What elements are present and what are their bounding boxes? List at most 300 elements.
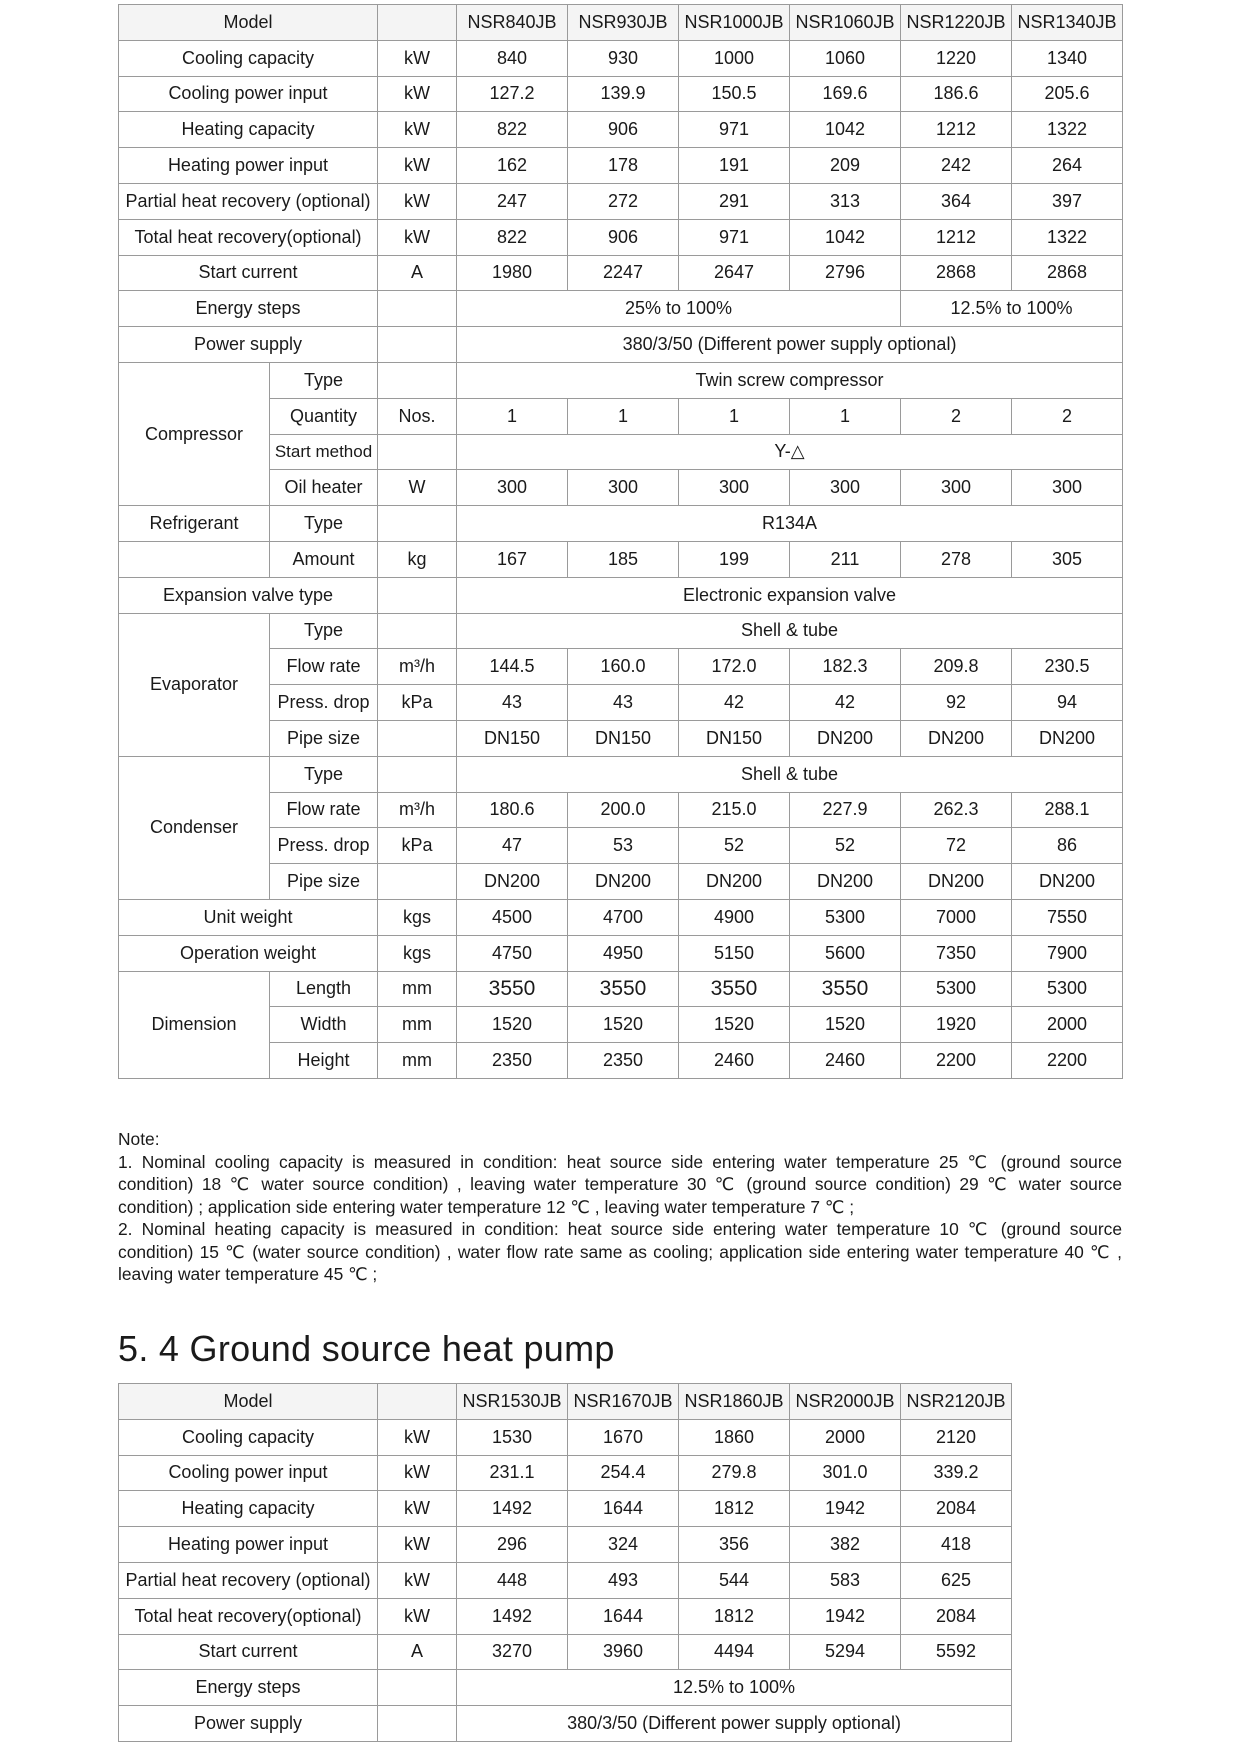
value-cell: 2460 [790, 1043, 901, 1079]
unit-cell [378, 864, 457, 900]
model-header: NSR2000JB [790, 1384, 901, 1420]
unit-cell: kW [378, 112, 457, 148]
value-cell: 12.5% to 100% [901, 291, 1123, 327]
table-row [119, 720, 1123, 756]
value-cell: 2647 [679, 255, 790, 291]
value-cell: 583 [790, 1562, 901, 1598]
table-row [119, 935, 1123, 971]
unit-cell: mm [378, 971, 457, 1007]
note-item: 1. Nominal cooling capacity is measured in condition: heat source side entering water temperature 25 ℃ (ground source condition) 18 ℃ water source condition) , leaving water temperature 30 ℃ (ground source condition) 29 ℃ water source condition) ; application side entering water temperature 12 ℃ , leaving water temperature 7 ℃ ; [118, 1151, 1122, 1217]
value-cell: 1340 [1012, 40, 1123, 76]
unit-cell: A [378, 255, 457, 291]
model-header: NSR1340JB [1012, 5, 1123, 41]
model-header: NSR2120JB [901, 1384, 1012, 1420]
value-cell: DN200 [1012, 864, 1123, 900]
group-label: Condenser [119, 756, 270, 899]
value-cell: 1492 [457, 1491, 568, 1527]
row-label: Model [119, 5, 378, 41]
value-cell: DN200 [457, 864, 568, 900]
sub-label: Press. drop [270, 828, 378, 864]
model-header: NSR930JB [568, 5, 679, 41]
value-cell: 209.8 [901, 649, 1012, 685]
value-cell: 2247 [568, 255, 679, 291]
value-cell: 291 [679, 183, 790, 219]
table-row [119, 148, 1123, 184]
value-cell: 300 [1012, 470, 1123, 506]
value-cell: 1492 [457, 1598, 568, 1634]
value-cell: 300 [568, 470, 679, 506]
value-cell: 254.4 [568, 1455, 679, 1491]
value-cell: 1042 [790, 112, 901, 148]
sub-label: Length [270, 971, 378, 1007]
value-cell: 205.6 [1012, 76, 1123, 112]
value-cell: Shell & tube [457, 756, 1123, 792]
row-label: Heating capacity [119, 112, 378, 148]
value-cell: 971 [679, 219, 790, 255]
sub-label: Pipe size [270, 864, 378, 900]
value-cell: 2200 [1012, 1043, 1123, 1079]
value-cell: 2084 [901, 1491, 1012, 1527]
unit-cell [378, 327, 457, 363]
table-row [119, 362, 1123, 398]
table-row [119, 1043, 1123, 1079]
row-label: Start current [119, 1634, 378, 1670]
value-cell: 160.0 [568, 649, 679, 685]
value-cell: 167 [457, 541, 568, 577]
unit-cell: kg [378, 541, 457, 577]
value-cell: 1322 [1012, 112, 1123, 148]
value-cell: 2084 [901, 1598, 1012, 1634]
value-cell: 380/3/50 (Different power supply optional) [457, 1706, 1012, 1742]
sub-label: Type [270, 506, 378, 542]
unit-cell [378, 577, 457, 613]
value-cell: 1 [790, 398, 901, 434]
table-row [119, 76, 1123, 112]
value-cell: DN200 [568, 864, 679, 900]
unit-cell: kW [378, 1527, 457, 1563]
value-cell: 72 [901, 828, 1012, 864]
value-cell: 1812 [679, 1491, 790, 1527]
value-cell: 4494 [679, 1634, 790, 1670]
unit-cell [378, 1670, 457, 1706]
unit-cell: kW [378, 183, 457, 219]
unit-cell: kW [378, 76, 457, 112]
table-row [119, 1455, 1012, 1491]
value-cell: 262.3 [901, 792, 1012, 828]
value-cell: 2000 [790, 1419, 901, 1455]
row-label: Model [119, 1384, 378, 1420]
value-cell: 2120 [901, 1419, 1012, 1455]
value-cell: Shell & tube [457, 613, 1123, 649]
value-cell: 822 [457, 112, 568, 148]
unit-cell: kW [378, 219, 457, 255]
row-label: Heating power input [119, 148, 378, 184]
unit-cell: mm [378, 1007, 457, 1043]
note-heading: Note: [118, 1129, 160, 1149]
note [118, 1128, 1122, 1286]
sub-label: Oil heater [270, 470, 378, 506]
value-cell: 185 [568, 541, 679, 577]
value-cell: DN150 [679, 720, 790, 756]
value-cell: 822 [457, 219, 568, 255]
row-label: Partial heat recovery (optional) [119, 183, 378, 219]
value-cell: 279.8 [679, 1455, 790, 1491]
value-cell: 86 [1012, 828, 1123, 864]
value-cell: 3550 [568, 971, 679, 1007]
value-cell: 1520 [790, 1007, 901, 1043]
value-cell: 1060 [790, 40, 901, 76]
value-cell: 5600 [790, 935, 901, 971]
value-cell: 300 [790, 470, 901, 506]
table-row [119, 1527, 1012, 1563]
value-cell: 43 [457, 685, 568, 721]
unit-cell: Nos. [378, 398, 457, 434]
unit-cell [378, 720, 457, 756]
value-cell: 53 [568, 828, 679, 864]
model-header: NSR1060JB [790, 5, 901, 41]
value-cell: 288.1 [1012, 792, 1123, 828]
value-cell: 7000 [901, 899, 1012, 935]
header-row [119, 5, 1123, 41]
value-cell: 162 [457, 148, 568, 184]
value-cell: 272 [568, 183, 679, 219]
value-cell: 215.0 [679, 792, 790, 828]
model-header: NSR1530JB [457, 1384, 568, 1420]
value-cell: 178 [568, 148, 679, 184]
group-label [119, 541, 270, 577]
value-cell: 1860 [679, 1419, 790, 1455]
table-row [119, 398, 1123, 434]
value-cell: 1644 [568, 1491, 679, 1527]
unit-cell: m³/h [378, 792, 457, 828]
spec-table-2 [118, 1383, 1012, 1742]
unit-cell: A [378, 1634, 457, 1670]
value-cell: 625 [901, 1562, 1012, 1598]
value-cell: 301.0 [790, 1455, 901, 1491]
value-cell: 7350 [901, 935, 1012, 971]
unit-cell: m³/h [378, 649, 457, 685]
unit-cell: kW [378, 1419, 457, 1455]
sub-label: Height [270, 1043, 378, 1079]
unit-cell [378, 291, 457, 327]
value-cell: 1920 [901, 1007, 1012, 1043]
value-cell: 2 [1012, 398, 1123, 434]
value-cell: 227.9 [790, 792, 901, 828]
value-cell: 182.3 [790, 649, 901, 685]
value-cell: 5592 [901, 1634, 1012, 1670]
value-cell: Y-△ [457, 434, 1123, 470]
value-cell: 186.6 [901, 76, 1012, 112]
group-label: Compressor [119, 362, 270, 505]
value-cell: 382 [790, 1527, 901, 1563]
value-cell: 139.9 [568, 76, 679, 112]
value-cell: 52 [679, 828, 790, 864]
table-row [119, 613, 1123, 649]
value-cell: 397 [1012, 183, 1123, 219]
value-cell: 1520 [679, 1007, 790, 1043]
value-cell: 144.5 [457, 649, 568, 685]
value-cell: 47 [457, 828, 568, 864]
section-title: 5. 4 Ground source heat pump [118, 1328, 615, 1369]
value-cell: 5300 [901, 971, 1012, 1007]
value-cell: 42 [679, 685, 790, 721]
sub-label: Press. drop [270, 685, 378, 721]
value-cell: 971 [679, 112, 790, 148]
sub-label: Type [270, 613, 378, 649]
value-cell: DN150 [568, 720, 679, 756]
table-row [119, 577, 1123, 613]
value-cell: 300 [457, 470, 568, 506]
table-row [119, 1419, 1012, 1455]
value-cell: 3960 [568, 1634, 679, 1670]
row-label: Cooling capacity [119, 40, 378, 76]
value-cell: 4900 [679, 899, 790, 935]
model-header: NSR840JB [457, 5, 568, 41]
table-row [119, 1706, 1012, 1742]
value-cell: 247 [457, 183, 568, 219]
value-cell: 2350 [568, 1043, 679, 1079]
table-row [119, 828, 1123, 864]
value-cell: 150.5 [679, 76, 790, 112]
value-cell: 180.6 [457, 792, 568, 828]
header-row [119, 1384, 1012, 1420]
value-cell: 264 [1012, 148, 1123, 184]
value-cell: 4950 [568, 935, 679, 971]
value-cell: 7900 [1012, 935, 1123, 971]
value-cell: 1670 [568, 1419, 679, 1455]
value-cell: 92 [901, 685, 1012, 721]
value-cell: DN200 [790, 720, 901, 756]
value-cell: 4700 [568, 899, 679, 935]
value-cell: 1520 [457, 1007, 568, 1043]
note-item: 2. Nominal heating capacity is measured in condition: heat source side entering water temperature 10 ℃ (ground source condition) 15 ℃ (water source condition) , water flow rate same as cooling; application side entering water temperature 40 ℃ , leaving water temperature 45 ℃ ; [118, 1219, 1122, 1284]
table-row [119, 1562, 1012, 1598]
value-cell: 544 [679, 1562, 790, 1598]
value-cell: 52 [790, 828, 901, 864]
row-label: Expansion valve type [119, 577, 378, 613]
row-label: Partial heat recovery (optional) [119, 1562, 378, 1598]
unit-cell: kgs [378, 935, 457, 971]
value-cell: 364 [901, 183, 1012, 219]
unit-cell: kW [378, 1455, 457, 1491]
sub-label: Type [270, 362, 378, 398]
unit-cell [378, 434, 457, 470]
row-label: Total heat recovery(optional) [119, 1598, 378, 1634]
value-cell: 305 [1012, 541, 1123, 577]
sub-label: Flow rate [270, 649, 378, 685]
value-cell: 199 [679, 541, 790, 577]
value-cell: 5150 [679, 935, 790, 971]
model-header: NSR1670JB [568, 1384, 679, 1420]
value-cell: 1520 [568, 1007, 679, 1043]
value-cell: 1042 [790, 219, 901, 255]
value-cell: 209 [790, 148, 901, 184]
row-label: Power supply [119, 1706, 378, 1742]
value-cell: 200.0 [568, 792, 679, 828]
unit-cell: kgs [378, 899, 457, 935]
table-row [119, 219, 1123, 255]
value-cell: DN200 [901, 720, 1012, 756]
value-cell: 300 [679, 470, 790, 506]
value-cell: 4500 [457, 899, 568, 935]
row-label: Cooling power input [119, 76, 378, 112]
row-label: Start current [119, 255, 378, 291]
table-row [119, 327, 1123, 363]
value-cell: DN200 [679, 864, 790, 900]
model-header: NSR1220JB [901, 5, 1012, 41]
value-cell: 493 [568, 1562, 679, 1598]
value-cell: 448 [457, 1562, 568, 1598]
value-cell: DN200 [790, 864, 901, 900]
table-row [119, 899, 1123, 935]
value-cell: 1 [568, 398, 679, 434]
table-row [119, 506, 1123, 542]
value-cell: 1212 [901, 112, 1012, 148]
row-label: Cooling power input [119, 1455, 378, 1491]
value-cell: R134A [457, 506, 1123, 542]
value-cell: Electronic expansion valve [457, 577, 1123, 613]
row-label: Energy steps [119, 291, 378, 327]
unit-cell: kW [378, 1598, 457, 1634]
value-cell: 418 [901, 1527, 1012, 1563]
sub-label: Amount [270, 541, 378, 577]
value-cell: 840 [457, 40, 568, 76]
value-cell: 7550 [1012, 899, 1123, 935]
table-row [119, 792, 1123, 828]
value-cell: 5294 [790, 1634, 901, 1670]
value-cell: 1 [457, 398, 568, 434]
unit-cell: kPa [378, 685, 457, 721]
value-cell: 2460 [679, 1043, 790, 1079]
unit-cell: W [378, 470, 457, 506]
sub-label: Quantity [270, 398, 378, 434]
value-cell: 5300 [1012, 971, 1123, 1007]
unit-cell [378, 5, 457, 41]
value-cell: Twin screw compressor [457, 362, 1123, 398]
table-row [119, 541, 1123, 577]
unit-cell [378, 613, 457, 649]
model-header: NSR1860JB [679, 1384, 790, 1420]
value-cell: 42 [790, 685, 901, 721]
table-row [119, 864, 1123, 900]
unit-cell: kW [378, 40, 457, 76]
value-cell: 2350 [457, 1043, 568, 1079]
value-cell: 25% to 100% [457, 291, 901, 327]
value-cell: 356 [679, 1527, 790, 1563]
value-cell: 2 [901, 398, 1012, 434]
table-row [119, 40, 1123, 76]
row-label: Total heat recovery(optional) [119, 219, 378, 255]
table-row [119, 649, 1123, 685]
row-label: Energy steps [119, 1670, 378, 1706]
value-cell: 1 [679, 398, 790, 434]
value-cell: 1644 [568, 1598, 679, 1634]
value-cell: DN200 [901, 864, 1012, 900]
value-cell: 172.0 [679, 649, 790, 685]
value-cell: 1530 [457, 1419, 568, 1455]
table-row [119, 291, 1123, 327]
value-cell: 1980 [457, 255, 568, 291]
value-cell: 1000 [679, 40, 790, 76]
unit-cell [378, 362, 457, 398]
row-label: Heating power input [119, 1527, 378, 1563]
model-header: NSR1000JB [679, 5, 790, 41]
table-row [119, 1634, 1012, 1670]
row-label: Operation weight [119, 935, 378, 971]
value-cell: 1942 [790, 1491, 901, 1527]
table-row [119, 756, 1123, 792]
value-cell: 906 [568, 219, 679, 255]
value-cell: 5300 [790, 899, 901, 935]
table-row [119, 470, 1123, 506]
value-cell: 3550 [679, 971, 790, 1007]
value-cell: 1322 [1012, 219, 1123, 255]
value-cell: 127.2 [457, 76, 568, 112]
unit-cell: mm [378, 1043, 457, 1079]
value-cell: 2000 [1012, 1007, 1123, 1043]
value-cell: 230.5 [1012, 649, 1123, 685]
value-cell: 43 [568, 685, 679, 721]
value-cell: 1220 [901, 40, 1012, 76]
row-label: Cooling capacity [119, 1419, 378, 1455]
sub-label: Start method [270, 434, 378, 470]
value-cell: 169.6 [790, 76, 901, 112]
value-cell: DN200 [1012, 720, 1123, 756]
value-cell: DN150 [457, 720, 568, 756]
sub-label: Width [270, 1007, 378, 1043]
table-row [119, 434, 1123, 470]
unit-cell: kW [378, 1562, 457, 1598]
unit-cell [378, 756, 457, 792]
table-row [119, 685, 1123, 721]
table-row [119, 1670, 1012, 1706]
table-row [119, 183, 1123, 219]
value-cell: 324 [568, 1527, 679, 1563]
table-row [119, 255, 1123, 291]
value-cell: 930 [568, 40, 679, 76]
value-cell: 2200 [901, 1043, 1012, 1079]
table-row [119, 112, 1123, 148]
group-label: Evaporator [119, 613, 270, 756]
unit-cell: kPa [378, 828, 457, 864]
value-cell: 2868 [1012, 255, 1123, 291]
table-row [119, 1491, 1012, 1527]
group-label: Dimension [119, 971, 270, 1078]
value-cell: 231.1 [457, 1455, 568, 1491]
value-cell: 3550 [457, 971, 568, 1007]
sub-label: Type [270, 756, 378, 792]
value-cell: 4750 [457, 935, 568, 971]
value-cell: 242 [901, 148, 1012, 184]
group-label: Refrigerant [119, 506, 270, 542]
value-cell: 300 [901, 470, 1012, 506]
unit-cell [378, 1706, 457, 1742]
table-row [119, 971, 1123, 1007]
value-cell: 191 [679, 148, 790, 184]
row-label: Heating capacity [119, 1491, 378, 1527]
table-row [119, 1007, 1123, 1043]
unit-cell [378, 506, 457, 542]
value-cell: 211 [790, 541, 901, 577]
unit-cell [378, 1384, 457, 1420]
value-cell: 94 [1012, 685, 1123, 721]
value-cell: 3270 [457, 1634, 568, 1670]
spec-table-1 [118, 4, 1123, 1079]
value-cell: 906 [568, 112, 679, 148]
value-cell: 380/3/50 (Different power supply optional) [457, 327, 1123, 363]
value-cell: 1812 [679, 1598, 790, 1634]
value-cell: 1212 [901, 219, 1012, 255]
